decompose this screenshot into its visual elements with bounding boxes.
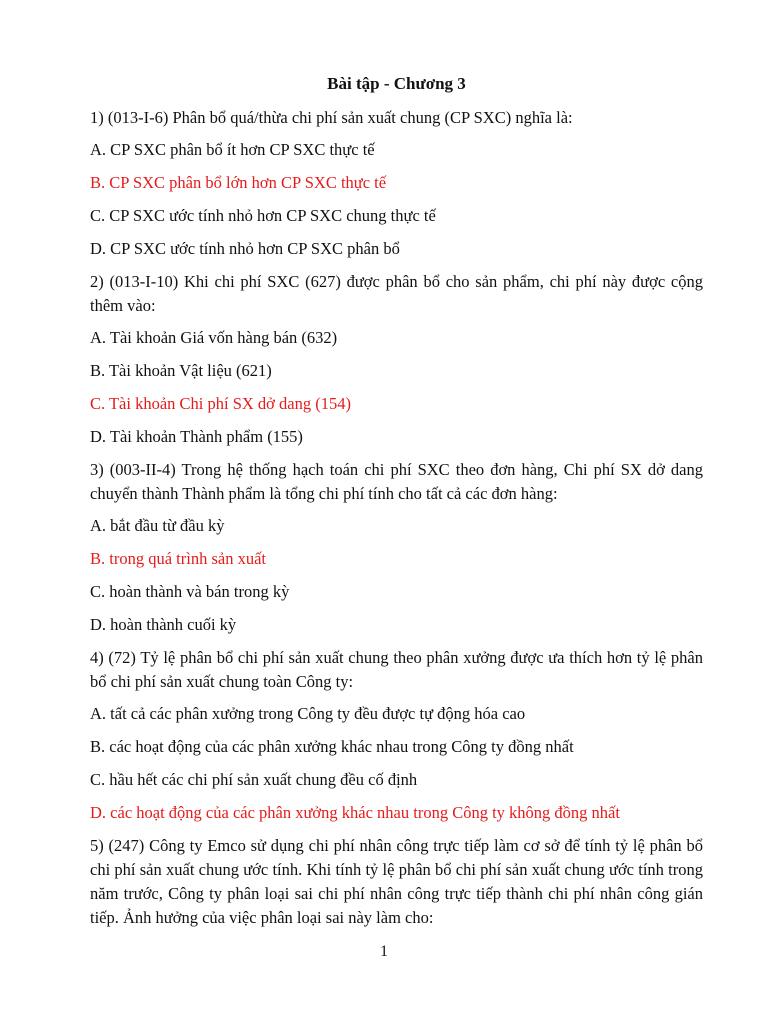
- question-3: 3) (003-II-4) Trong hệ thống hạch toán chi phí SXC theo đơn hàng, Chi phí SX dở dang chuyển thành Thành phẩm là tổng chi phí tính cho tất cả các đơn hàng:: [90, 460, 703, 503]
- q2-option-b: B. Tài khoản Vật liệu (621): [90, 361, 272, 380]
- q3-option-b-correct: B. trong quá trình sản xuất: [90, 549, 266, 568]
- q2-option-d: D. Tài khoản Thành phẩm (155): [90, 427, 303, 446]
- q1-option-a: A. CP SXC phân bổ ít hơn CP SXC thực tế: [90, 140, 375, 159]
- q3-option-a: A. bắt đầu từ đầu kỳ: [90, 516, 225, 535]
- q2-option-a: A. Tài khoản Giá vốn hàng bán (632): [90, 328, 338, 347]
- q1-option-b-correct: B. CP SXC phân bổ lớn hơn CP SXC thực tế: [90, 173, 387, 192]
- q3-option-d: D. hoàn thành cuối kỳ: [90, 615, 237, 634]
- page-number: 1: [380, 943, 388, 960]
- q1-option-c: C. CP SXC ước tính nhỏ hơn CP SXC chung thực tế: [90, 206, 436, 225]
- q4-option-d-correct: D. các hoạt động của các phân xưởng khác nhau trong Công ty không đồng nhất: [90, 803, 620, 822]
- q3-option-c: C. hoàn thành và bán trong kỳ: [90, 582, 290, 601]
- page-title: Bài tập - Chương 3: [327, 74, 466, 93]
- q1-option-d: D. CP SXC ước tính nhỏ hơn CP SXC phân bổ: [90, 239, 400, 258]
- q4-option-a: A. tất cả các phân xưởng trong Công ty đều được tự động hóa cao: [90, 704, 526, 723]
- question-1: 1) (013-I-6) Phân bổ quá/thừa chi phí sản xuất chung (CP SXC) nghĩa là:: [90, 108, 573, 127]
- question-2: 2) (013-I-10) Khi chi phí SXC (627) được phân bổ cho sản phẩm, chi phí này được cộng thêm vào:: [90, 272, 703, 315]
- q2-option-c-correct: C. Tài khoản Chi phí SX dở dang (154): [90, 394, 351, 413]
- q4-option-c: C. hầu hết các chi phí sản xuất chung đều cố định: [90, 770, 418, 789]
- question-5: 5) (247) Công ty Emco sử dụng chi phí nhân công trực tiếp làm cơ sở để tính tỷ lệ phân bổ chi phí sản xuất chung ước tính. Khi tính tỷ lệ phân bổ chi phí sản xuất chung ước tính trong năm trước, Công ty phân loại sai chi phí nhân công trực tiếp thành chi phí nhân công gián tiếp. Ảnh hưởng của việc phân loại sai này làm cho:: [90, 836, 703, 927]
- document-page: [90, 72, 703, 938]
- question-4: 4) (72) Tỷ lệ phân bổ chi phí sản xuất chung theo phân xưởng được ưa thích hơn tỷ lệ phân bổ chi phí sản xuất chung toàn Công ty:: [90, 648, 703, 691]
- q4-option-b: B. các hoạt động của các phân xưởng khác nhau trong Công ty đồng nhất: [90, 737, 574, 756]
